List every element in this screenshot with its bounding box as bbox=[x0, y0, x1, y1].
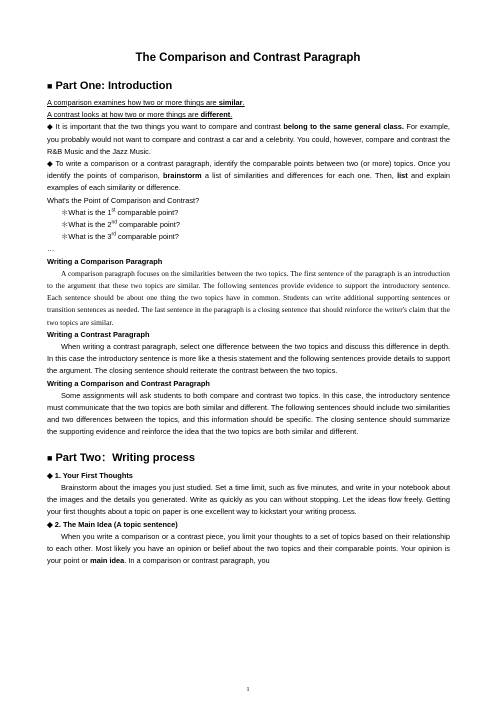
subheading-comparison: Writing a Comparison Paragraph bbox=[47, 256, 163, 266]
square-bullet-icon: ■ bbox=[47, 452, 53, 463]
bullet-identify-points: ◆ To write a comparison or a contrast paragraph, identify the comparable points between two (or more) topics. Once you identify the points of comparison, brainstorm a list of similarities and differences for each one. Then, list and explain examples of each similarity or difference. bbox=[47, 159, 451, 193]
contrast-definition: A contrast looks at how two or more things are different. bbox=[47, 110, 233, 120]
question-item: ＊What is the 3rd comparable point? bbox=[61, 231, 179, 242]
bullet-same-class: ◆ It is important that the two things you want to compare and contrast belong to the same general class. For example, you probably would not want to compare and contrast a car and a celebrity. You could, however, compare and contrast the R&B Music and the Jazz Music. bbox=[47, 122, 450, 156]
point-question: What's the Point of Comparison and Contrast? bbox=[47, 195, 200, 205]
diamond-bullet-icon: ◆ bbox=[47, 122, 54, 132]
question-item: ＊What is the 2nd comparable point? bbox=[61, 219, 180, 230]
subheading-contrast: Writing a Contrast Paragraph bbox=[47, 329, 150, 339]
contrast-paragraph-text: When writing a contrast paragraph, select one difference between the two topics and discuss this difference in depth. In this case the introductory sentence is more like a thesis statement and the following sentences provide details to support the argument. The closing sentence should reiterate the contrast between the two topics. bbox=[47, 342, 450, 376]
question-item: ＊What is the 1st comparable point? bbox=[61, 207, 179, 217]
diamond-bullet-icon: ◆ bbox=[47, 159, 54, 169]
comparison-paragraph-text: A comparison paragraph focuses on the similarities between the two topics. The first sentence of the paragraph is an introduction to the argument that these two topics are similar. The following sentences provide evidence to support the introductory sentence. Each sentence should be about one thing the two topics have in common. Students can write additional supporting sentences or transition sentences as needed. The last sentence in the paragraph is a closing sentence that should reinforce the writer's claim that the two topics are similar. bbox=[47, 268, 450, 327]
first-thoughts-text: Brainstorm about the images you just studied. Set a time limit, such as five minutes, and write in your notebook about the images and the details you generated. Write as quickly as you can without stopping. Let the ideas flow freely. Getting your first thoughts about a topic on paper is one excellent way to kickstart your writing process. bbox=[47, 482, 450, 517]
comparison-definition: A comparison examines how two or more things are similar. bbox=[47, 98, 245, 107]
document-body bbox=[47, 78, 450, 567]
main-idea-text: When you write a comparison or a contrast piece, you limit your thoughts to a set of topics based on their relationship to each other. Most likely you have an opinion or belief about the two topics and their comparable points. Your opinion is your point or main idea. In a comparison or contrast paragraph, you bbox=[47, 531, 450, 566]
ellipsis: … bbox=[47, 244, 55, 254]
square-bullet-icon: ■ bbox=[47, 81, 53, 91]
step-main-idea: ◆ 2. The Main Idea (A topic sentence) bbox=[47, 519, 178, 529]
step-first-thoughts: ◆ 1. Your First Thoughts bbox=[47, 470, 133, 480]
part-one-heading: ■ Part One: Introduction bbox=[47, 80, 173, 92]
comparison-contrast-paragraph-text: Some assignments will ask students to both compare and contrast two topics. In this case, the introductory sentence must communicate that the two topics are both similar and different. The following sentences should include two similarities and two differences between the topics, and this information should be specific. The closing sentence should summarize the supporting evidence and reinforce the idea that the two topics are both similar and different. bbox=[47, 390, 450, 437]
diamond-bullet-icon: ◆ bbox=[47, 519, 53, 529]
subheading-comparison-contrast: Writing a Comparison and Contrast Paragraph bbox=[47, 378, 210, 388]
page-number: 1 bbox=[246, 686, 250, 693]
part-two-heading: ■ Part Two：Writing process bbox=[47, 451, 195, 464]
diamond-bullet-icon: ◆ bbox=[47, 470, 53, 480]
document-title: The Comparison and Contrast Paragraph bbox=[135, 52, 361, 64]
